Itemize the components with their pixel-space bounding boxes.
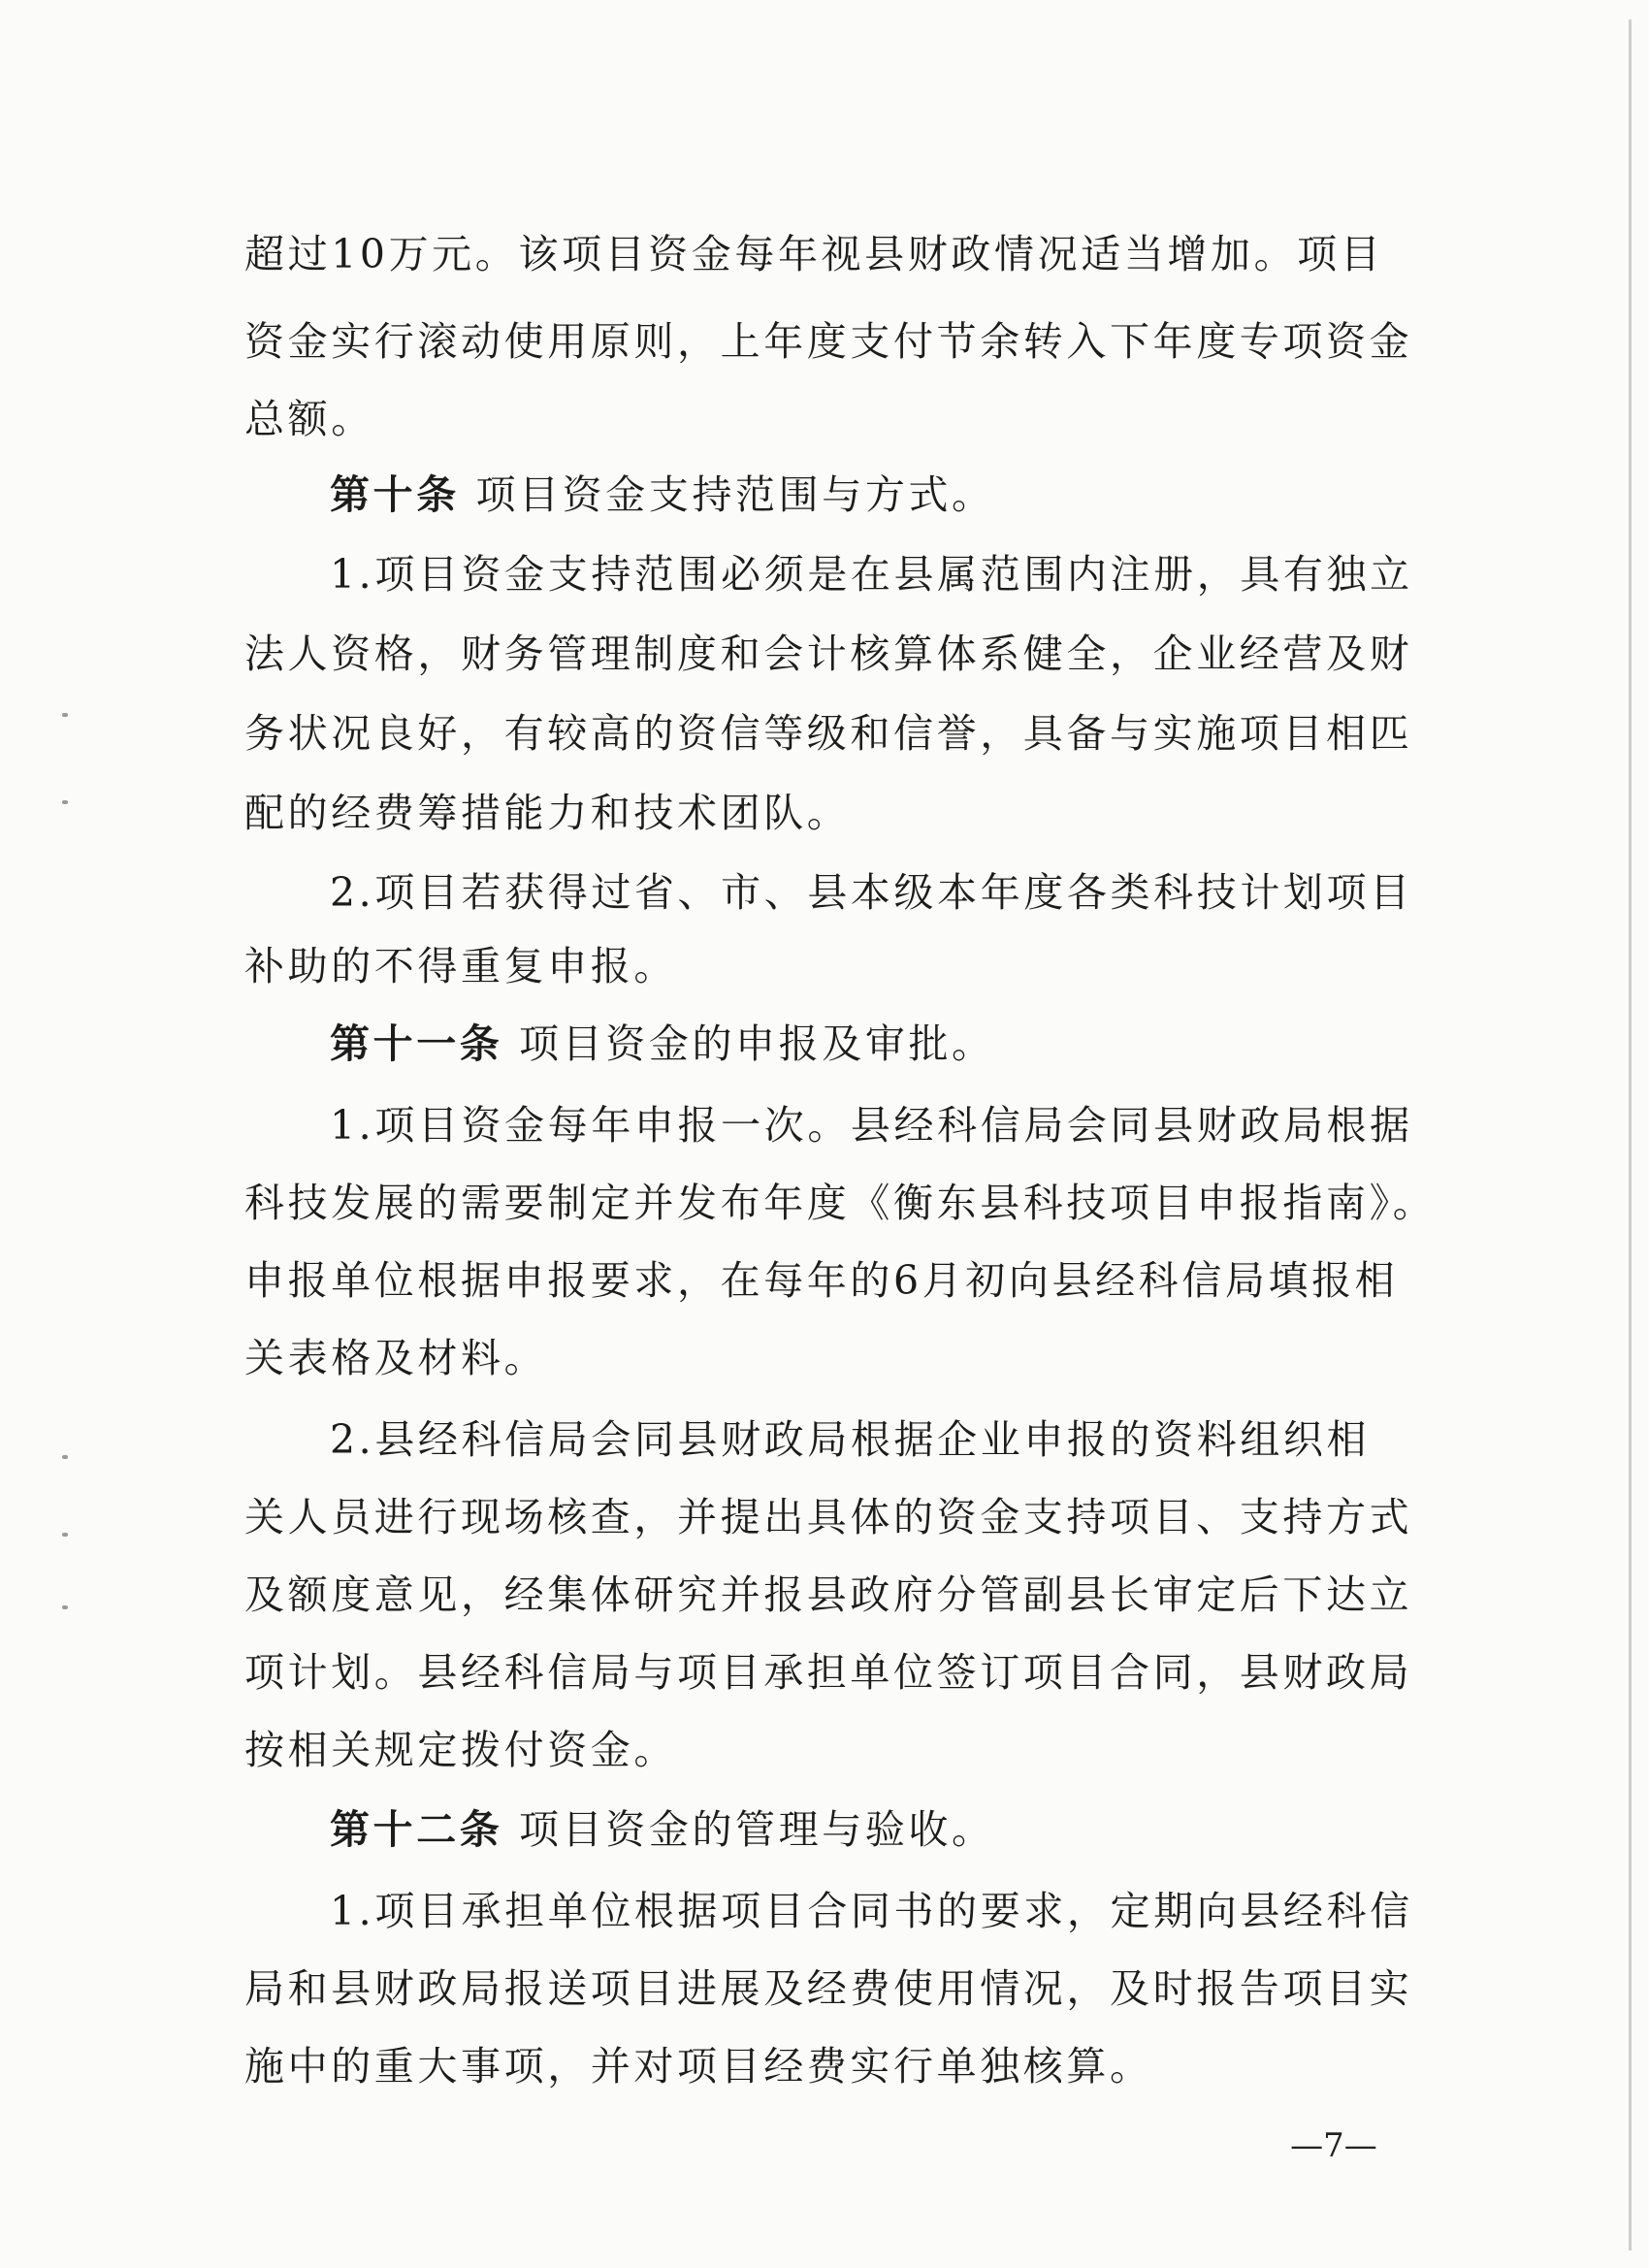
body-line: 关人员进行现场核查，并提出具体的资金支持项目、支持方式 bbox=[244, 1494, 1413, 1540]
binding-mark bbox=[62, 713, 68, 717]
body-line: 总额。 bbox=[244, 396, 374, 442]
article-title: 项目资金支持范围与方式。 bbox=[475, 471, 995, 518]
article-number: 第十一条 bbox=[330, 1021, 503, 1067]
article-12-heading bbox=[330, 1800, 1494, 1859]
article-11-heading bbox=[330, 1015, 1494, 1073]
body-line: 法人资格，财务管理制度和会计核算体系健全，企业经营及财 bbox=[244, 631, 1413, 677]
body-line: 及额度意见，经集体研究并报县政府分管副县长审定后下达立 bbox=[244, 1571, 1413, 1618]
body-line: 施中的重大事项，并对项目经费实行单独核算。 bbox=[244, 2043, 1153, 2090]
binding-mark bbox=[62, 1455, 68, 1459]
body-line: 1.项目资金支持范围必须是在县属范围内注册，具有独立 bbox=[330, 551, 1413, 598]
binding-mark bbox=[62, 1533, 68, 1537]
page-number: —7— bbox=[1290, 2126, 1377, 2165]
article-title: 项目资金的管理与验收。 bbox=[519, 1806, 995, 1853]
body-line: 补助的不得重复申报。 bbox=[244, 943, 677, 989]
article-number: 第十二条 bbox=[330, 1806, 503, 1853]
body-line: 配的经费筹措能力和技术团队。 bbox=[244, 790, 851, 836]
binding-mark bbox=[62, 800, 68, 804]
body-line: 务状况良好，有较高的资信等级和信誉，具备与实施项目相匹 bbox=[244, 710, 1413, 757]
body-line: 科技发展的需要制定并发布年度《衡东县科技项目申报指南》。 bbox=[244, 1180, 1437, 1226]
scan-edge bbox=[1629, 19, 1632, 2251]
body-line: 申报单位根据申报要求，在每年的6月初向县经科信局填报相 bbox=[244, 1257, 1399, 1304]
body-line: 超过10万元。该项目资金每年视县财政情况适当增加。项目 bbox=[244, 231, 1384, 277]
body-line: 资金实行滚动使用原则，上年度支付节余转入下年度专项资金 bbox=[244, 318, 1413, 365]
article-number: 第十条 bbox=[330, 471, 460, 518]
body-line: 关表格及材料。 bbox=[244, 1335, 548, 1381]
body-line: 局和县财政局报送项目进展及经费使用情况，及时报告项目实 bbox=[244, 1965, 1413, 2012]
body-line: 按相关规定拨付资金。 bbox=[244, 1727, 677, 1773]
binding-mark bbox=[62, 1605, 68, 1609]
body-line: 项计划。县经科信局与项目承担单位签订项目合同，县财政局 bbox=[244, 1649, 1413, 1696]
body-line: 2.项目若获得过省、市、县本级本年度各类科技计划项目 bbox=[330, 869, 1413, 916]
body-line: 1.项目承担单位根据项目合同书的要求，定期向县经科信 bbox=[330, 1888, 1413, 1934]
article-10-heading bbox=[330, 466, 1494, 524]
body-line: 2.县经科信局会同县财政局根据企业申报的资料组织相 bbox=[330, 1416, 1371, 1463]
article-title: 项目资金的申报及审批。 bbox=[519, 1021, 995, 1067]
body-line: 1.项目资金每年申报一次。县经科信局会同县财政局根据 bbox=[330, 1102, 1413, 1149]
